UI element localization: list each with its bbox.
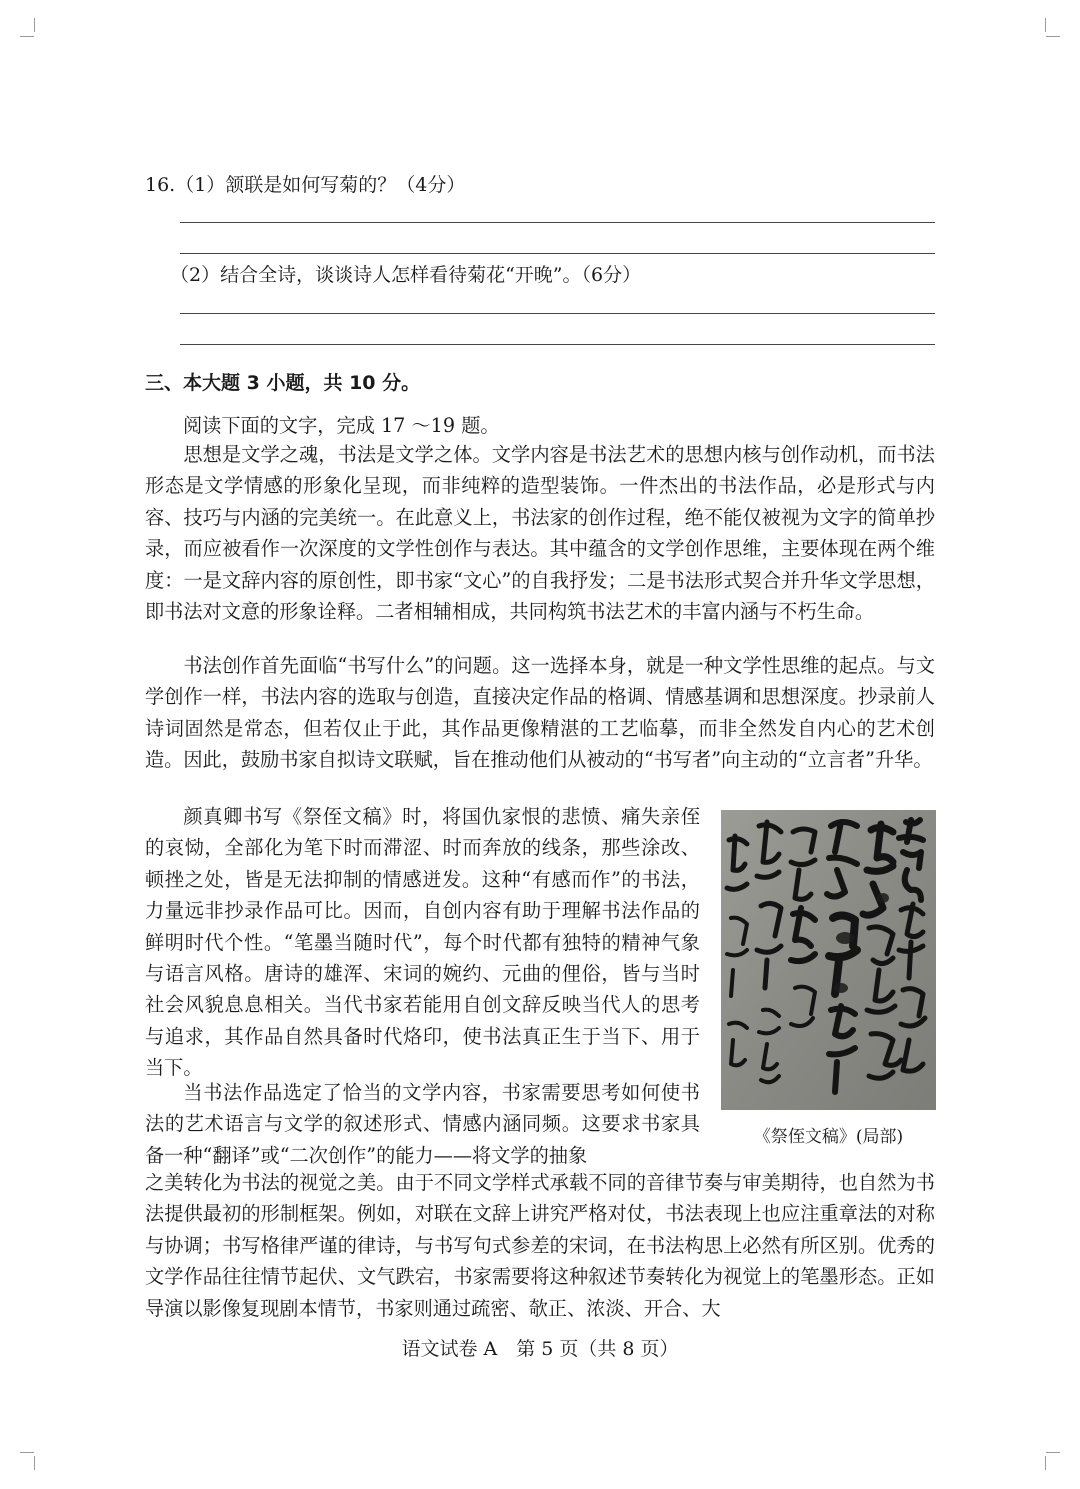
crop-mark-bottom-right-v [1045,1456,1046,1470]
passage-paragraph-3: 颜真卿书写《祭侄文稿》时，将国仇家恨的悲愤、痛失亲侄的哀恸，全部化为笔下时而滞涩、时而奔放的线条，那些涂改、顿挫之处，皆是无法抑制的情感迸发。这种“有感而作”的书法，力量远非抄录作品可比。因而，自创内容有助于理解书法作品的鲜明时代个性。“笔墨当随时代”，每个时代都有独特的精神气象与语言风格。唐诗的雄浑、宋词的婉约、元曲的俚俗，皆与当时社会风貌息息相关。当代书家若能用自创文辞反映当代人的思考与追求，其作品自然具备时代烙印，使书法真正生于当下、用于当下。 [145,805,700,1080]
crop-mark-bottom-right-h [1046,1452,1060,1453]
passage-paragraph-4-continued: 之美转化为书法的视觉之美。由于不同文学样式承载不同的音律节奏与审美期待，也自然为书法提供最初的形制框架。例如，对联在文辞上讲究严格对仗，书法表现上也应注重章法的对称与协调；书写格律严谨的律诗，与书写句式参差的宋词，在书法构思上必然有所区别。优秀的文学作品往往情节起伏、文气跌宕，书家需要将这种叙述节奏转化为视觉上的笔墨形态。正如导演以影像复现剧本情节，书家则通过疏密、欹正、浓淡、开合、大 [145,1171,935,1320]
calligraphy-image [721,810,936,1110]
crop-mark-top-right-h [1046,36,1060,37]
answer-line[interactable] [180,313,935,314]
crop-mark-top-left-h [20,36,34,37]
question-16-part-2: （2）结合全诗，谈谈诗人怎样看待菊花“开晚”。（6分） [170,264,642,286]
page-footer: 语文试卷 A 第 5 页（共 8 页） [401,1338,679,1360]
question-16-part-1: 16.（1）颔联是如何写菊的？（4分） [145,174,466,196]
crop-mark-top-right-v [1045,18,1046,32]
passage-paragraph-2: 书法创作首先面临“书写什么”的问题。这一选择本身，就是一种文学性思维的起点。与文学创作一样，书法内容的选取与创造，直接决定作品的格调、情感基调和思想深度。抄录前人诗词固然是常态，但若仅止于此，其作品更像精湛的工艺临摹，而非全然发自内心的艺术创造。因此，鼓励书家自拟诗文联赋，旨在推动他们从被动的“书写者”向主动的“立言者”升华。 [145,654,935,772]
crop-mark-bottom-left-v [34,1456,35,1470]
section-heading: 三、本大题 3 小题，共 10 分。 [145,372,421,394]
passage-paragraph-4-start: 当书法作品选定了恰当的文学内容，书家需要思考如何使书法的艺术语言与文学的叙述形式、情感内涵同频。这要求书家具备一种“翻译”或“二次创作”的能力——将文学的抽象 [145,1081,700,1167]
answer-line[interactable] [180,253,935,254]
answer-line[interactable] [180,344,935,345]
passage-paragraph-1: 思想是文学之魂，书法是文学之体。文学内容是书法艺术的思想内核与创作动机，而书法形态是文学情感的形象化呈现，而非纯粹的造型装饰。一件杰出的书法作品，必是形式与内容、技巧与内涵的完美统一。在此意义上，书法家的创作过程，绝不能仅被视为文字的简单抄录，而应被看作一次深度的文学性创作与表达。其中蕴含的文学创作思维，主要体现在两个维度：一是文辞内容的原创性，即书家“文心”的自我抒发；二是书法形式契合并升华文学思想，即书法对文意的形象诠释。二者相辅相成，共同构筑书法艺术的丰富内涵与不朽生命。 [145,443,935,624]
reading-instruction: 阅读下面的文字，完成 17 ～19 题。 [183,414,500,437]
figure-caption: 《祭侄文稿》(局部) [753,1127,904,1147]
calligraphy-artwork [721,810,936,1110]
crop-mark-bottom-left-h [20,1452,34,1453]
answer-line[interactable] [180,222,935,223]
crop-mark-top-left-v [34,18,35,32]
